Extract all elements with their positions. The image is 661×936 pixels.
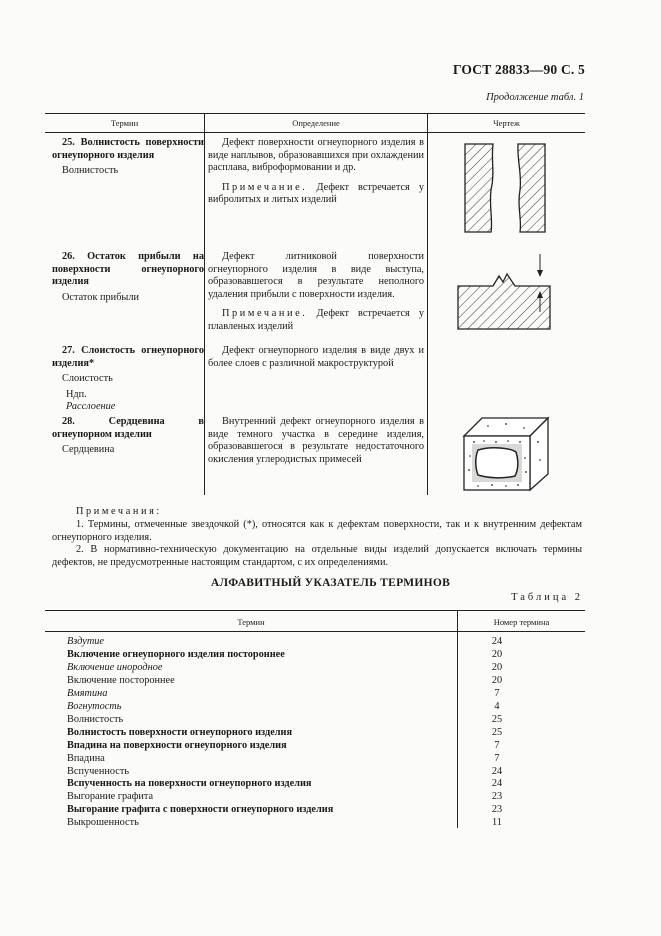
note-label: Примечание. [222, 308, 308, 320]
table-continuation-label: Продолжение табл. 1 [486, 92, 584, 103]
term-25-short: Волнистость [62, 165, 119, 177]
index-term: Вздутие [67, 636, 104, 647]
index-row [67, 816, 593, 829]
definition-26 [208, 251, 424, 334]
index-number: 4 [494, 700, 500, 712]
index-number: 24 [491, 765, 503, 777]
definition-26-text: Дефект литниковой поверхности огнеупорного изделия в виде выступа, образовавшегося в результате неполного удаления прибыли с поверхности изделия. [208, 251, 424, 300]
index-term: Впадина на поверхности огнеупорного изделия [67, 739, 287, 751]
term-26-short: Остаток прибыли [62, 291, 140, 303]
table2-label: Таблица 2 [511, 592, 583, 603]
index-row [67, 635, 593, 648]
table2-top-rule [45, 610, 585, 611]
term-27 [52, 345, 204, 414]
definition-27-text: Дефект огнеупорного изделия в виде двух и более слоев с различной макроструктурой [208, 345, 424, 369]
definition-25-note [208, 182, 424, 207]
table1-col-divider-1 [204, 113, 205, 495]
index-row [67, 765, 593, 778]
index-term: Волнистость [67, 713, 124, 725]
index-row [67, 674, 593, 687]
note-text: Дефект встречается у вибролитых и литых изделий [208, 181, 424, 206]
definition-25 [208, 137, 424, 207]
index-row [67, 790, 593, 803]
term-28-short: Сердцевина [62, 444, 115, 456]
term-28 [52, 416, 204, 457]
note-label: Примечание. [222, 181, 308, 193]
table1-col-divider-2 [427, 113, 428, 495]
term-26-title: 26. Остаток прибыли на поверхности огнеупорного изделия [52, 251, 204, 288]
index-term: Вспученность [67, 765, 130, 777]
term-28-title: 28. Сердцевина в огнеупорном изделии [52, 416, 204, 440]
index-number: 7 [494, 752, 500, 764]
definition-28-text: Внутренний дефект огнеупорного изделия в виде темного участка в середине изделия, образовавшегося в результате недостаточного окисления углеродистых примесей [208, 416, 424, 465]
index-row [67, 777, 593, 790]
drawing-riser-remnant [455, 252, 555, 332]
index-number: 23 [491, 804, 503, 816]
index-term: Выгорание графита [67, 791, 154, 803]
term-27-ndp-label: Ндп. [66, 388, 87, 400]
index-number: 20 [491, 648, 503, 660]
index-term: Вспученность на поверхности огнеупорного изделия [67, 778, 312, 790]
index-row [67, 648, 593, 661]
index-row [67, 687, 593, 700]
index-number: 7 [494, 687, 500, 699]
index-term: Включение постороннее [67, 674, 175, 686]
table1-col-drawing: Чертеж [493, 118, 520, 128]
index-term: Впадина [67, 752, 105, 764]
notes-label: Примечания: [76, 506, 162, 517]
term-25 [52, 137, 204, 178]
table1-header-rule [45, 132, 585, 133]
index-row [67, 752, 593, 765]
index-number: 20 [491, 661, 503, 673]
term-27-short: Слоистость [62, 373, 113, 385]
term-27-ndp-term: Расслоение [66, 401, 116, 413]
definition-28 [208, 416, 424, 466]
definition-27 [208, 345, 424, 370]
note-2: 2. В нормативно-техническую документацию на отдельные виды изделий допускается включать термины дефектов, не предусмотренные настоящим стандартом, с их определениями. [52, 544, 582, 569]
index-row [67, 661, 593, 674]
note-text: Дефект встречается у плавленых изделий [208, 308, 424, 332]
drawing-waviness [460, 140, 550, 236]
index-number: 7 [494, 739, 500, 751]
index-number: 20 [491, 674, 503, 686]
index-term: Включение огнеупорного изделия постороннее [67, 648, 285, 660]
index-row [67, 803, 593, 816]
index-number: 25 [491, 713, 503, 725]
index-term: Включение инородное [67, 661, 163, 673]
term-26 [52, 251, 204, 304]
index-number: 11 [492, 817, 502, 829]
index-row [67, 739, 593, 752]
index-term: Вогнутость [67, 700, 122, 712]
notes-block [52, 506, 582, 570]
index-term: Выкрошенность [67, 817, 139, 829]
definition-25-text: Дефект поверхности огнеупорного изделия в виде наплывов, образовавшихся при охлаждении расплава, виброформовании и др. [208, 137, 424, 174]
table2-col-number: Номер термина [493, 617, 550, 627]
term-25-title: 25. Волнистость поверхности огнеупорного изделия [52, 137, 204, 161]
table2-header-rule [45, 631, 585, 632]
index-row [67, 700, 593, 713]
definition-26-note [208, 308, 424, 333]
note-1: 1. Термины, отмеченные звездочкой (*), относятся как к дефектам поверхности, так и к внутренним дефектам огнеупорного изделия. [52, 518, 582, 543]
index-number: 24 [491, 778, 503, 790]
term-27-title: 27. Слоистость огнеупорного изделия* [52, 345, 204, 369]
index-row [67, 726, 593, 739]
index-number: 23 [491, 791, 503, 803]
table1-col-definition: Определение [292, 118, 340, 128]
index-term: Вмятина [67, 687, 108, 699]
table2-col-term: Термин [237, 617, 265, 627]
table1-col-term: Термин [110, 118, 139, 128]
index-row [67, 713, 593, 726]
page-header: ГОСТ 28833—90 С. 5 [452, 62, 585, 77]
index-number: 24 [491, 636, 503, 647]
index-term: Волнистость поверхности огнеупорного изделия [67, 726, 293, 738]
table1-top-rule [45, 113, 585, 114]
index-term: Выгорание графита с поверхности огнеупорного изделия [67, 804, 334, 816]
index-number: 25 [491, 726, 503, 738]
index-title: АЛФАВИТНЫЙ УКАЗАТЕЛЬ ТЕРМИНОВ [210, 577, 451, 589]
drawing-core [458, 412, 554, 492]
